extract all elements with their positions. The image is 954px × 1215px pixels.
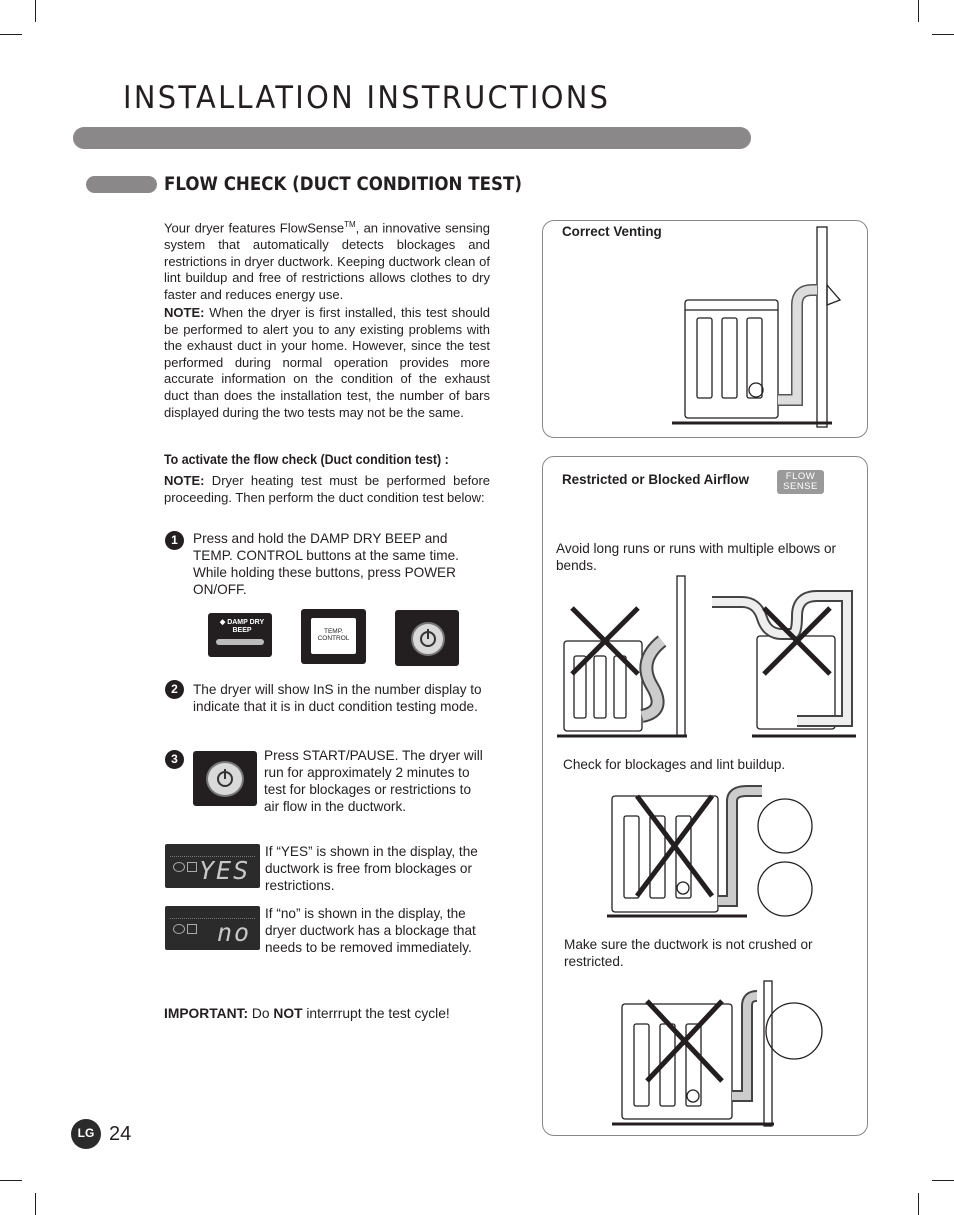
- crop-mark: [932, 1180, 954, 1181]
- crop-mark: [0, 34, 22, 35]
- yes-display-image: [165, 844, 260, 888]
- yes-readout: YES: [199, 856, 251, 885]
- damp-dry-beep-button: [208, 613, 272, 657]
- step-1-text: Press and hold the DAMP DRY BEEP and TEMP. CONTROL buttons at the same time. While holding these buttons, press POWER ON/OFF.: [193, 531, 459, 597]
- correct-venting-label: Correct Venting: [562, 224, 662, 239]
- start-pause-icon: [206, 761, 244, 797]
- note-label: NOTE:: [164, 305, 205, 320]
- step-1-number: 1: [165, 531, 184, 550]
- page-number: 24: [109, 1123, 132, 1145]
- note2-paragraph: [164, 473, 490, 506]
- intro-text-continued: , an innovative sensing system that automatically detects blockages and restrictions in dryer ductwork. Keeping ductwork clean of lint buildup and free of restrictions allows clothes to dry faster and reduces energy use.: [164, 220, 490, 302]
- note2-text: Dryer heating test must be performed before proceeding. Then perform the duct condition test below:: [164, 473, 490, 505]
- yes-result-text: If “YES” is shown in the display, the ductwork is free from blockages or restrictions.: [265, 844, 478, 893]
- note-paragraph: [164, 305, 490, 421]
- crop-mark: [918, 0, 919, 22]
- page-title: INSTALLATION INSTRUCTIONS: [123, 80, 611, 116]
- intro-text: Your dryer features FlowSense: [164, 220, 345, 236]
- no-result-text: If “no” is shown in the display, the dryer ductwork has a blockage that needs to be removed immediately.: [265, 906, 476, 955]
- control-label: CONTROL: [317, 635, 350, 642]
- crop-mark: [932, 34, 954, 35]
- note-text: When the dryer is first installed, this test should be performed to alert you to any existing problems with the exhaust duct in your home. However, since the test performed during normal operation provides more accurate information on the condition of the exhaust duct than does the installation test, the number of bars displayed during the two tests may not be the same.: [164, 305, 490, 420]
- section-title: FLOW CHECK (DUCT CONDITION TEST): [164, 174, 522, 195]
- power-icon: [411, 622, 445, 656]
- step-3-number: 3: [165, 750, 184, 769]
- button-slot: [216, 639, 264, 645]
- no-readout: no: [217, 918, 252, 947]
- crushed-ductwork-text: Make sure the ductwork is not crushed or restricted.: [564, 937, 813, 969]
- important-not: NOT: [273, 1006, 303, 1021]
- step-2-number: 2: [165, 680, 184, 699]
- important-text-2: interrrupt the test cycle!: [302, 1006, 450, 1021]
- intro-paragraph: [164, 217, 490, 303]
- crop-mark: [35, 1193, 36, 1215]
- start-pause-button-image: [193, 751, 257, 806]
- step-2-text: The dryer will show InS in the number display to indicate that it is in duct condition testing mode.: [193, 682, 482, 714]
- crop-mark: [35, 0, 36, 22]
- no-display-image: [165, 906, 260, 950]
- crushed-duct-illustration: [542, 456, 866, 1134]
- important-note: [164, 1006, 450, 1021]
- step-3-text: Press START/PAUSE. The dryer will run for approximately 2 minutes to test for blockages or restrictions to air flow in the ductwork.: [264, 748, 483, 814]
- important-label: IMPORTANT:: [164, 1006, 249, 1021]
- note2-label: NOTE:: [164, 473, 205, 488]
- temp-control-button: [301, 609, 366, 664]
- damp-dry-beep-label: [216, 619, 268, 635]
- check-blockages-text: Check for blockages and lint buildup.: [563, 757, 786, 772]
- lg-logo-text: LG: [77, 1126, 95, 1140]
- flow-sense-line2: SENSE: [783, 481, 818, 492]
- crop-mark: [918, 1193, 919, 1215]
- activate-heading: To activate the flow check (Duct condition test) :: [164, 452, 449, 467]
- restricted-airflow-label: Restricted or Blocked Airflow: [562, 472, 750, 487]
- trademark-mark: TM: [344, 220, 356, 229]
- power-button-image: [395, 610, 459, 666]
- temp-label: TEMP.: [323, 628, 344, 635]
- section-pill: [86, 176, 157, 193]
- important-text: Do: [248, 1006, 274, 1021]
- lg-logo: [71, 1119, 101, 1149]
- temp-control-label: [311, 628, 356, 642]
- crop-mark: [0, 1180, 22, 1181]
- title-bar: [73, 127, 751, 149]
- damp-dry-label: ◆ DAMP DRY: [219, 619, 265, 626]
- avoid-long-runs-text: Avoid long runs or runs with multiple elbows or bends.: [556, 541, 837, 573]
- beep-label: BEEP: [232, 627, 252, 634]
- flow-sense-line1: FLOW: [785, 471, 816, 482]
- correct-venting-illustration: [542, 220, 866, 436]
